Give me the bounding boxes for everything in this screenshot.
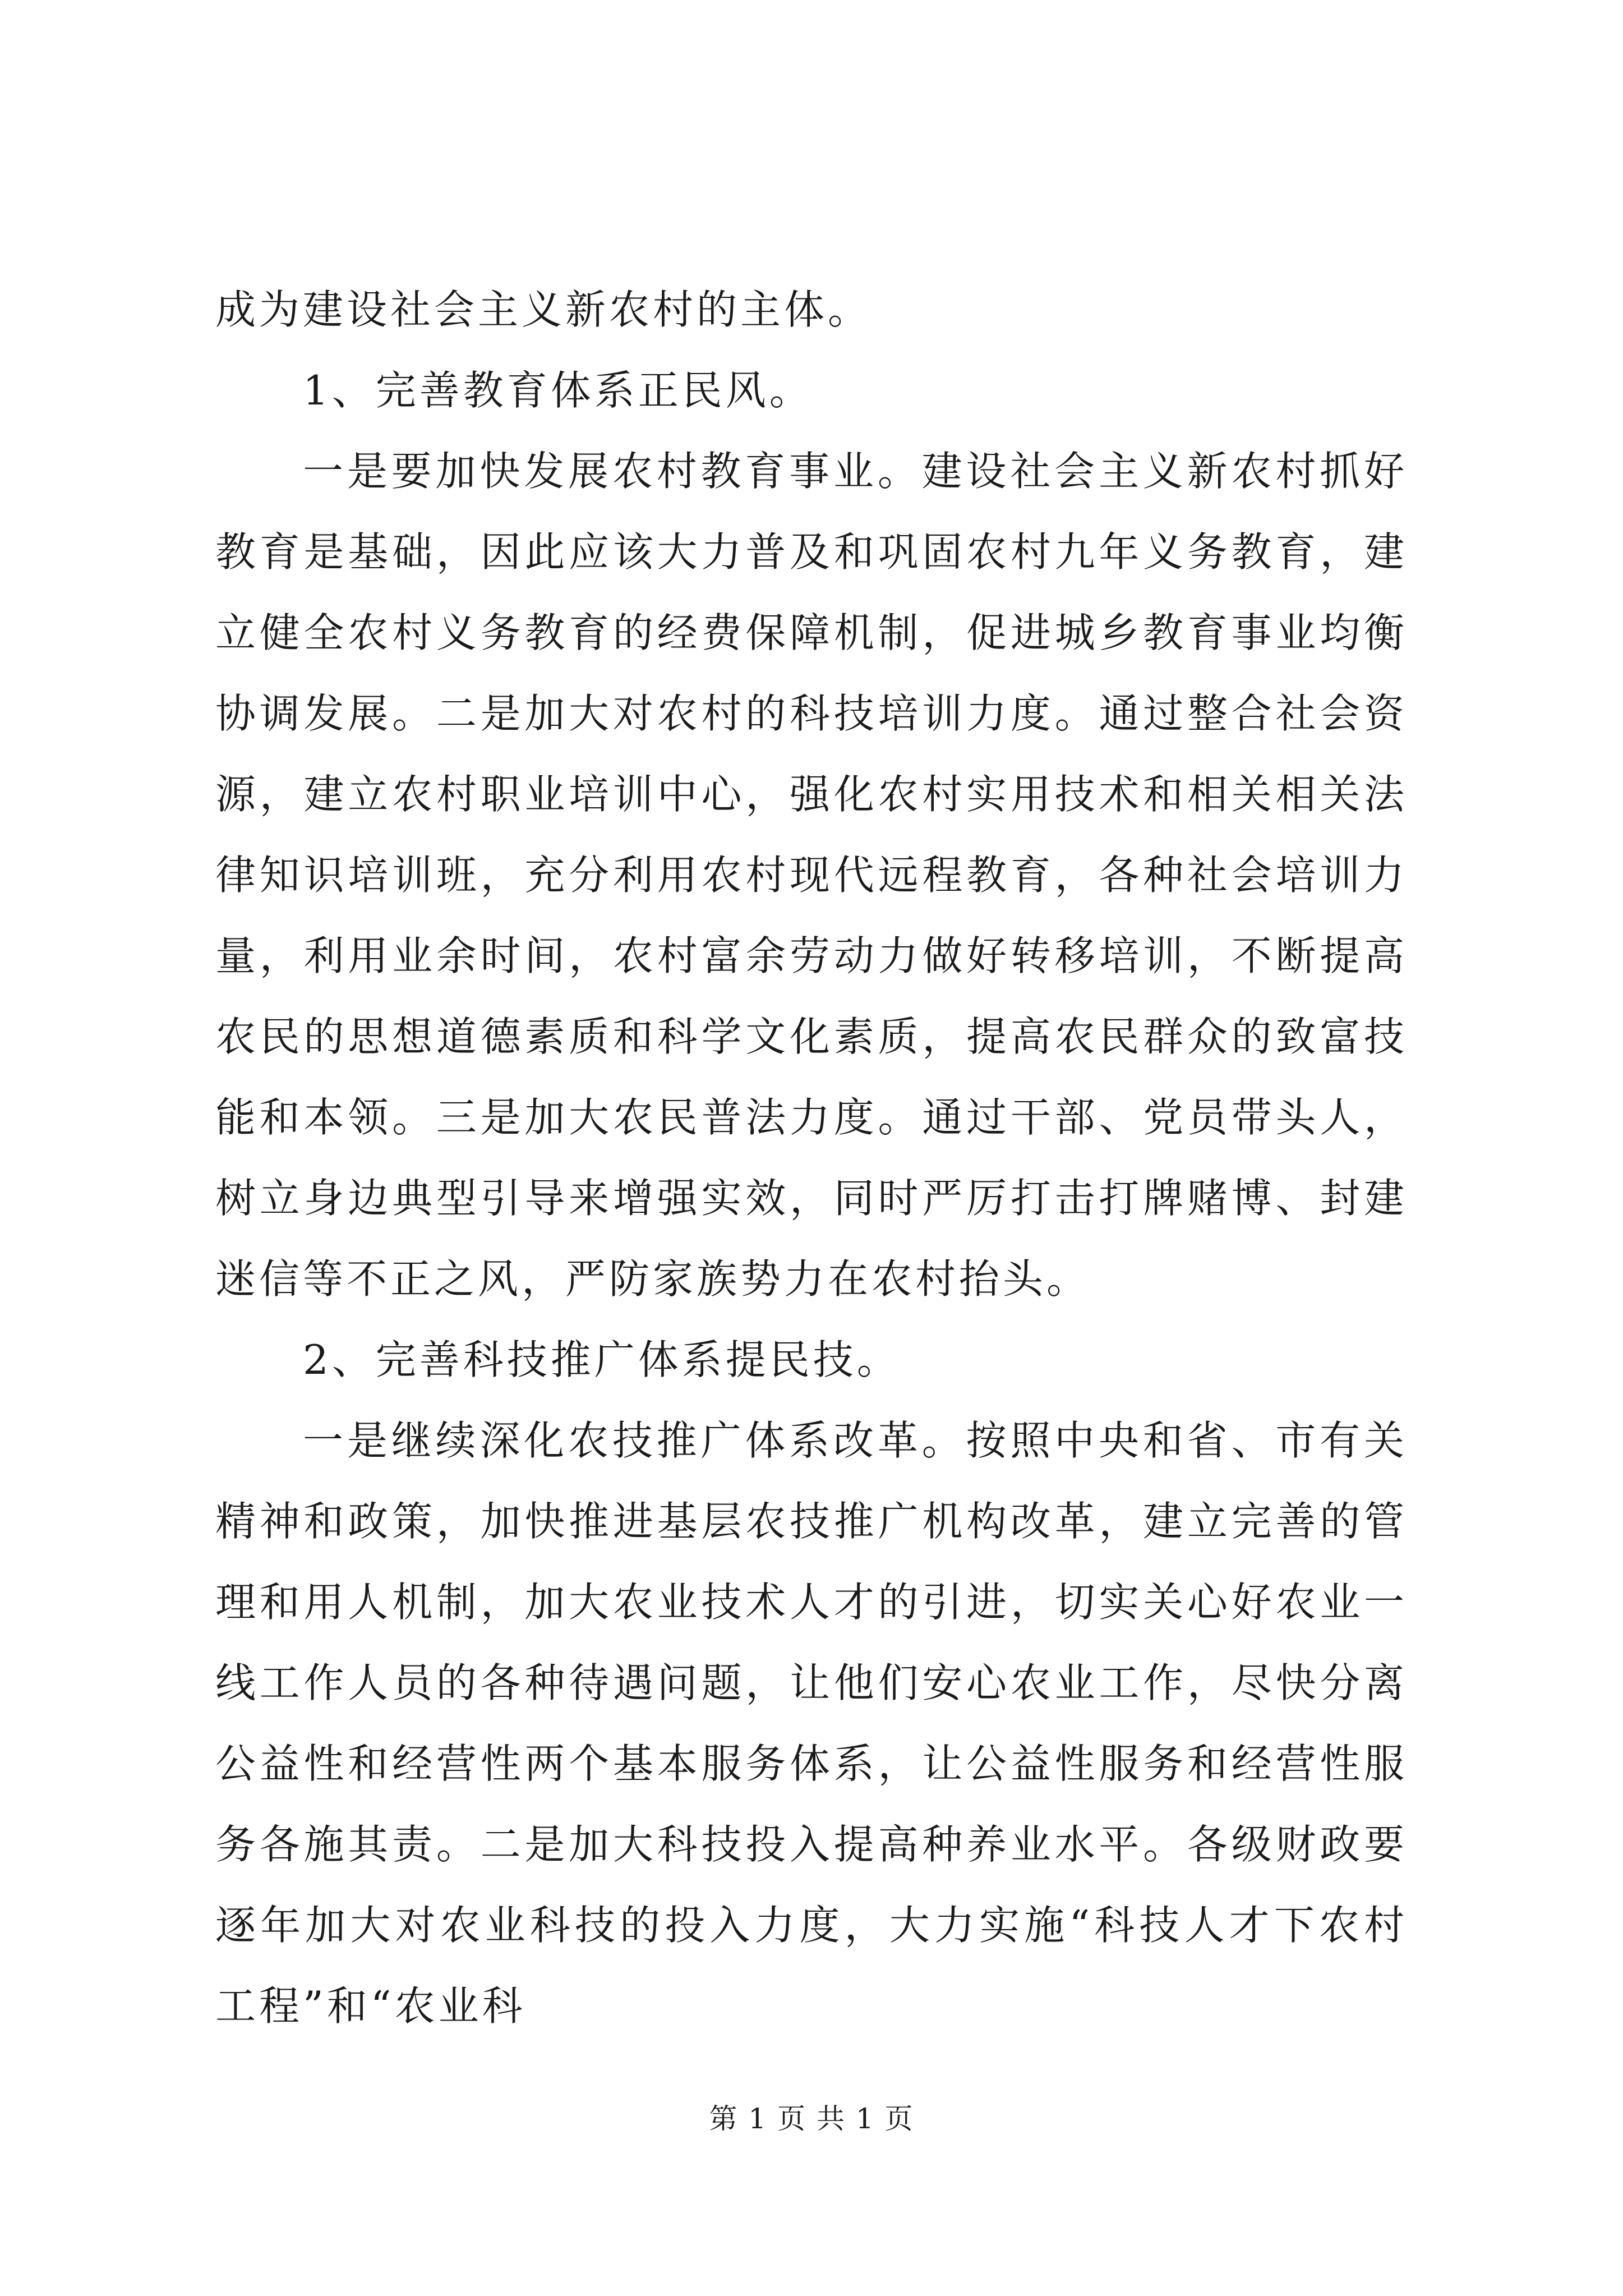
paragraph-1: 成为建设社会主义新农村的主体。 [215,286,872,333]
paragraph-5: 一是继续深化农技推广体系改革。按照中央和省、市有关精神和政策，加快推进基层农技推广机构改革，建立完善的管理和用人机制，加大农业技术人才的引进，切实关心好农业一线工作人员的各种待遇问题，让他们安心农业工作，尽快分离公益性和经营性两个基本服务体系，让公益性服务和经营性服务各施其责。二是加大科技投入提高种养业水平。各级财政要逐年加大对农业科技的投入力度，大力实施“科技人才下农村工程”和“农业科 [215,1417,1408,2030]
page-footer: 第 1 页 共 1 页 [709,2102,914,2135]
paragraph-4: 2、完善科技推广体系提民技。 [303,1336,901,1383]
document-body [215,269,1408,2046]
paragraph-3: 一是要加快发展农村教育事业。建设社会主义新农村抓好教育是基础，因此应该大力普及和巩固农村九年义务教育，建立健全农村义务教育的经费保障机制，促进城乡教育事业均衡协调发展。二是加大对农村的科技培训力度。通过整合社会资源，建立农村职业培训中心，强化农村实用技术和相关相关法律知识培训班，充分利用农村现代远程教育，各种社会培训力量，利用业余时间，农村富余劳动力做好转移培训，不断提高农民的思想道德素质和科学文化素质，提高农民群众的致富技能和本领。三是加大农民普法力度。通过干部、党员带头人，树立身边典型引导来增强实效，同时严厉打击打牌赌博、封建迷信等不正之风，严防家族势力在农村抬头。 [215,448,1408,1303]
paragraph-2: 1、完善教育体系正民风。 [303,367,813,414]
